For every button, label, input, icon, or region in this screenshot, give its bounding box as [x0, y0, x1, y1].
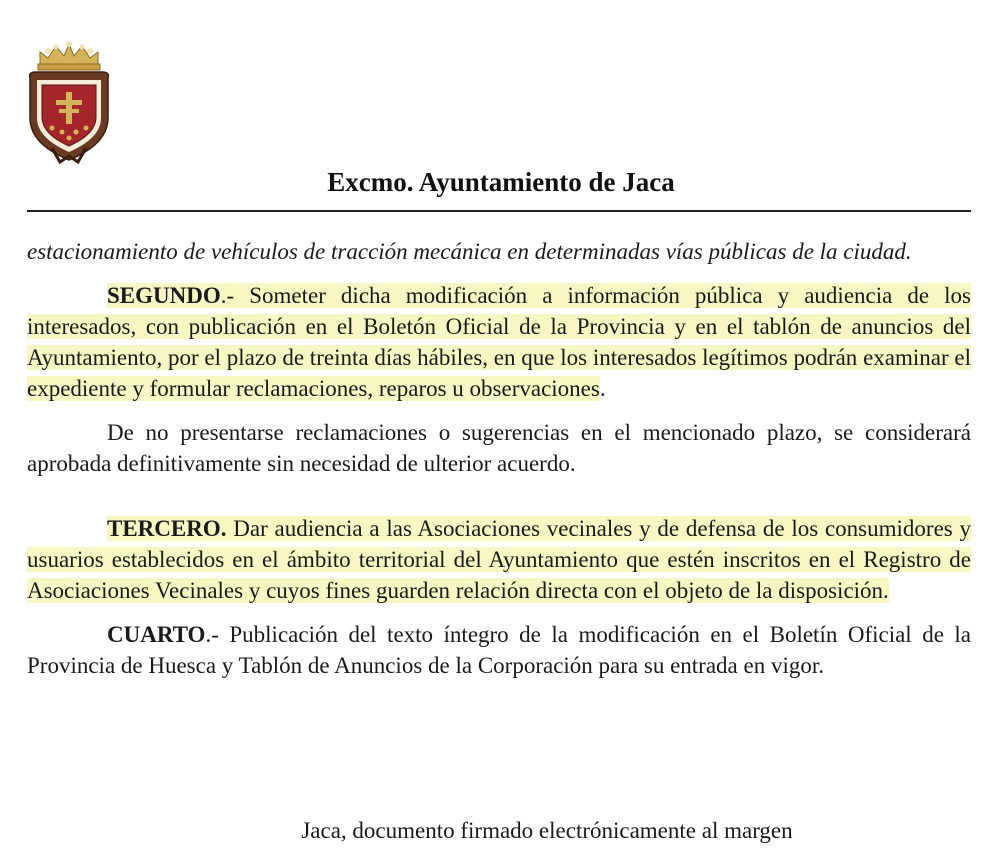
cuarto-text: Publicación del texto íntegro de la modificación en el Boletín Oficial de la Provincia de Huesca y Tablón de Anuncios de la Corporación para su entrada en vigor. [27, 622, 971, 678]
cuarto-separator: .- [205, 622, 219, 647]
header-divider [27, 210, 971, 212]
segundo-paragraph [27, 280, 971, 404]
cuarto-paragraph [27, 619, 971, 681]
segundo-end: . [599, 376, 606, 401]
tercero-paragraph [27, 513, 971, 606]
document-body [27, 236, 971, 681]
intro-paragraph: estacionamiento de vehículos de tracción mecánica en determinadas vías públicas de la ciudad. [27, 239, 912, 264]
tercero-text: Dar audiencia a las Asociaciones vecinales y de defensa de los consumidores y usuarios establecidos en el ámbito territorial del Ayuntamiento que estén inscritos en el Registro de Asociaciones Vecinales y cuyos fines guarden relación directa con el objeto de la disposición. [27, 516, 971, 603]
cuarto-heading: CUARTO [107, 622, 206, 647]
coat-of-arms-icon [26, 40, 112, 164]
segundo-note-paragraph: De no presentarse reclamaciones o sugerencias en el mencionado plazo, se considerará aprobada definitivamente sin necesidad de ulterior acuerdo. [27, 420, 971, 476]
tercero-heading: TERCERO. [107, 516, 227, 541]
page-title: Excmo. Ayuntamiento de Jaca [327, 167, 675, 197]
segundo-separator: .- [220, 283, 235, 308]
segundo-heading: SEGUNDO [107, 283, 221, 308]
segundo-text: Someter dicha modificación a información pública y audiencia de los interesados, con publicación en el Boletón Oficial de la Provincia y en el tablón de anuncios del Ayuntamiento, por el plazo de treinta días hábiles, en que los interesados legítimos podrán examinar el expediente y formular reclamaciones, reparos u observaciones [27, 283, 971, 401]
signoff-line: Jaca, documento firmado electrónicamente al margen [301, 818, 793, 843]
